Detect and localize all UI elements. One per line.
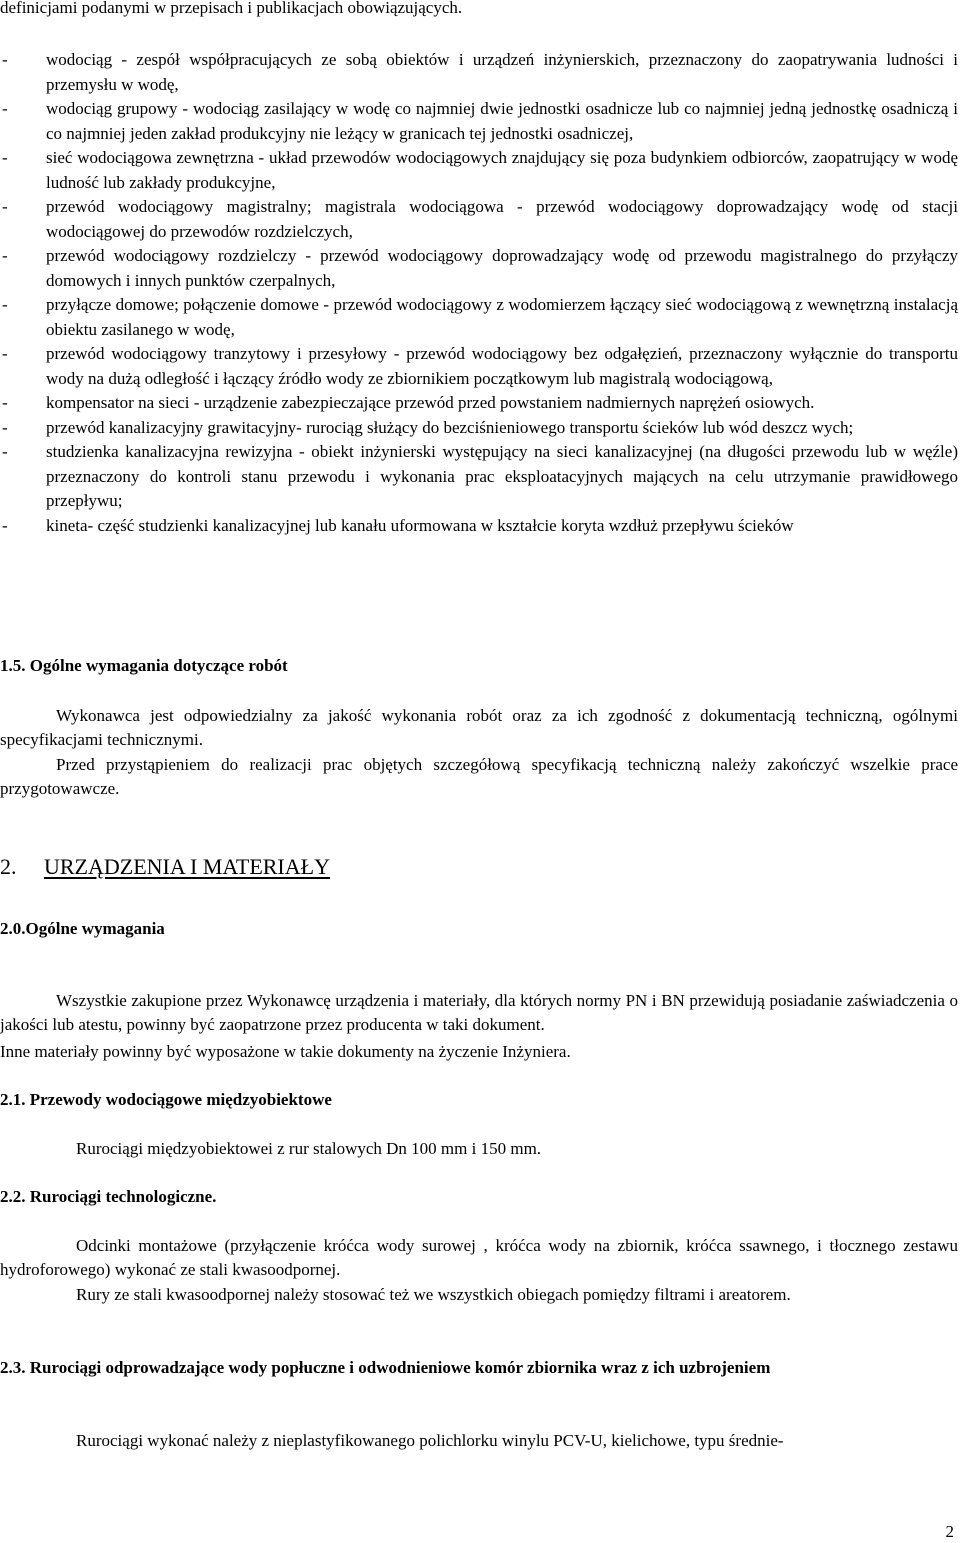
definition-text: sieć wodociągowa zewnętrzna - układ przewodów wodociągowych znajdujący się poza budynkiem odbiorców, zaopatrujący w wodę ludność lub zakłady produkcyjne,	[46, 148, 958, 192]
definition-item	[0, 514, 958, 539]
paragraph: Rurociągi międzyobiektowei z rur stalowych Dn 100 mm i 150 mm.	[76, 1139, 542, 1158]
chapter-heading	[0, 852, 330, 882]
definition-item	[0, 97, 958, 146]
definition-item	[0, 195, 958, 244]
section-heading-2-0: 2.0.Ogólne wymagania	[0, 919, 165, 938]
paragraph: Odcinki montażowe (przyłączenie króćca wody surowej , króćca wody na zbiornik, króćca ssawnego, i tłocznego zestawu hydroforowego) wykonać ze stali kwasoodpornej.	[0, 1236, 958, 1279]
paragraph: Rurociągi wykonać należy z nieplastyfikowanego polichlorku winylu PCV-U, kielichowe, typu średnie-	[76, 1431, 784, 1450]
definition-item	[0, 146, 958, 195]
paragraph: Wykonawca jest odpowiedzialny za jakość wykonania robót oraz za ich zgodność z dokumentacją techniczną, ogólnymi specyfikacjami technicznymi.	[0, 706, 958, 749]
definition-text: studzienka kanalizacyjna rewizyjna - obiekt inżynierski występujący na sieci kanalizacyjnej (na długości przewodu lub w węźle) przeznaczony do kontroli stanu przewodu i wykonania prac eksploatacyjnych mających na celu utrzymanie prawidłowego przepływu;	[46, 442, 958, 510]
definition-item	[0, 416, 958, 441]
definition-text: przewód kanalizacyjny grawitacyjny- rurociąg służący do bezciśnieniowego transportu ścieków lub wód deszcz wych;	[46, 417, 854, 437]
list-dash: -	[2, 50, 8, 69]
paragraph: Inne materiały powinny być wyposażone w takie dokumenty na życzenie Inżyniera.	[0, 1042, 571, 1061]
definition-item	[0, 293, 958, 342]
definition-item	[0, 48, 958, 97]
chapter-number: 2.	[0, 854, 17, 879]
list-dash: -	[2, 148, 8, 167]
definition-text: kompensator na sieci - urządzenie zabezpieczające przewód przed powstaniem nadmiernych naprężeń osiowych.	[46, 393, 815, 412]
list-dash: -	[2, 417, 8, 437]
paragraph: Rury ze stali kwasoodpornej należy stosować też we wszystkich obiegach pomiędzy filtrami i areatorem.	[76, 1285, 791, 1304]
definition-text: kineta- część studzienki kanalizacyjnej lub kanału uformowana w kształcie koryta wzdłuż przepływu ścieków	[46, 515, 794, 535]
definition-text: przewód wodociągowy rozdzielczy - przewód wodociągowy doprowadzający wodę od przewodu magistralnego do przyłączy domowych i innych punktów czerpalnych,	[46, 246, 958, 290]
paragraph: Przed przystąpieniem do realizacji prac objętych szczegółową specyfikacją techniczną należy zakończyć wszelkie prace przygotowawcze.	[0, 755, 958, 798]
definitions-list	[0, 48, 958, 538]
definition-text: wodociąg - zespół współpracujących ze sobą obiektów i urządzeń inżynierskich, przeznaczony do zaopatrywania ludności i przemysłu w wodę,	[46, 50, 958, 94]
definition-item	[0, 342, 958, 391]
section-heading-2-2: 2.2. Rurociągi technologiczne.	[0, 1187, 217, 1206]
list-dash: -	[2, 515, 8, 535]
continuation-line: definicjami podanymi w przepisach i publikacjach obowiązujących.	[0, 0, 463, 17]
definition-text: przyłącze domowe; połączenie domowe - przewód wodociągowy z wodomierzem łączący sieć wodociągową z wewnętrzną instalacją obiektu zasilanego w wodę,	[46, 295, 958, 339]
definition-item	[0, 244, 958, 293]
list-dash: -	[2, 393, 8, 412]
list-dash: -	[2, 344, 8, 363]
paragraph: Wszystkie zakupione przez Wykonawcę urządzenia i materiały, dla których normy PN i BN przewidują posiadanie zaświadczenia o jakości lub atestu, powinny być zaopatrzone przez producenta w taki dokument.	[0, 991, 958, 1034]
list-dash: -	[2, 442, 8, 461]
definition-item	[0, 391, 958, 416]
definition-text: przewód wodociągowy tranzytowy i przesyłowy - przewód wodociągowy bez odgałęzień, przeznaczony wyłącznie do transportu wody na dużą odległość i łączący źródło wody ze zbiornikiem początkowym lub magistralą wodociągową,	[46, 344, 958, 388]
definition-item	[0, 440, 958, 514]
list-dash: -	[2, 197, 8, 216]
list-dash: -	[2, 295, 8, 314]
definition-text: wodociąg grupowy - wodociąg zasilający w wodę co najmniej dwie jednostki osadnicze lub co najmniej jedną jednostkę osadniczą i co najmniej jeden zakład produkcyjny nie leżący w granicach tej jednostki osadniczej,	[46, 99, 958, 143]
list-dash: -	[2, 99, 8, 118]
section-heading-1-5: 1.5. Ogólne wymagania dotyczące robót	[0, 656, 288, 675]
section-heading-2-1: 2.1. Przewody wodociągowe międzyobiektowe	[0, 1090, 332, 1109]
chapter-title: URZĄDZENIA I MATERIAŁY	[44, 854, 330, 879]
page-number: 2	[945, 1522, 954, 1541]
list-dash: -	[2, 246, 8, 265]
definition-text: przewód wodociągowy magistralny; magistrala wodociągowa - przewód wodociągowy doprowadzający wodę od stacji wodociągowej do przewodów rozdzielczych,	[46, 197, 958, 241]
section-heading-2-3: 2.3. Rurociągi odprowadzające wody popłuczne i odwodnieniowe komór zbiornika wraz z ich uzbrojeniem	[0, 1358, 771, 1377]
